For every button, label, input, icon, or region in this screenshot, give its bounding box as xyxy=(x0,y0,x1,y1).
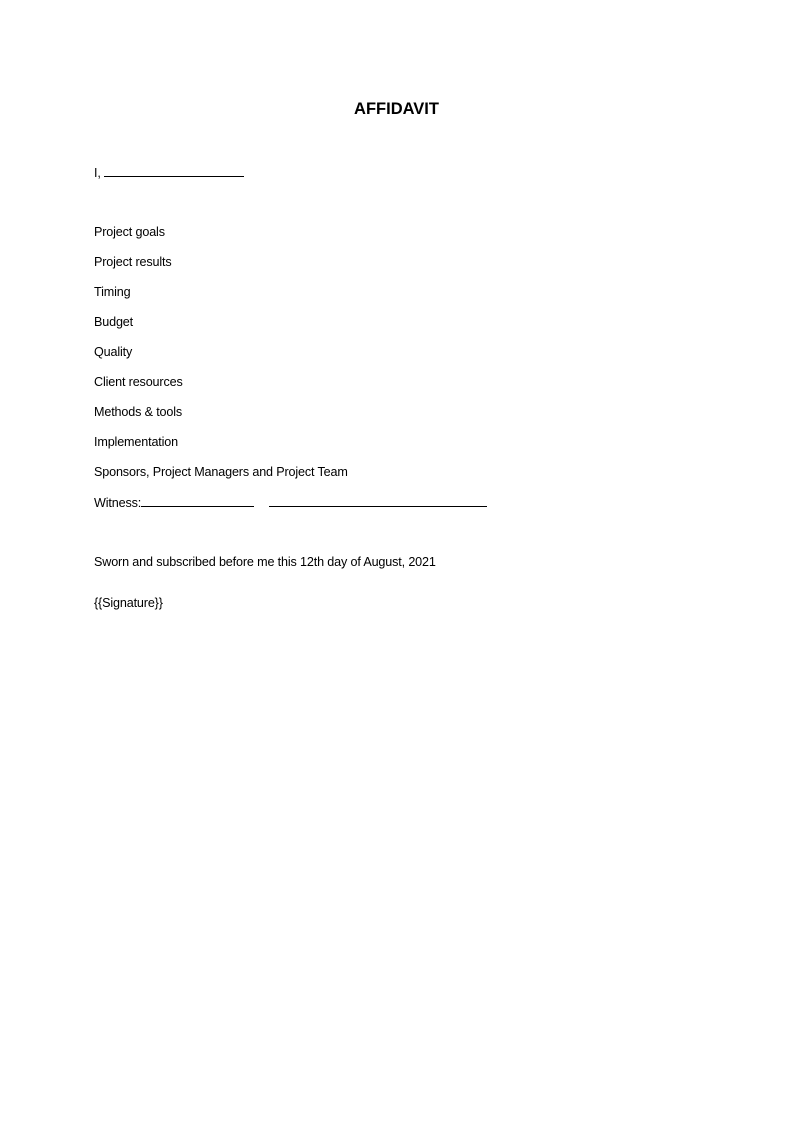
document-title: AFFIDAVIT xyxy=(354,100,439,118)
sworn-statement: Sworn and subscribed before me this 12th day of August, 2021 xyxy=(94,555,436,569)
list-item: Project goals xyxy=(94,225,165,239)
declarant-name-blank[interactable] xyxy=(104,164,244,177)
list-item: Project results xyxy=(94,255,172,269)
declarant-line xyxy=(94,164,244,181)
declarant-prefix: I, xyxy=(94,166,101,180)
witness-signature-line xyxy=(269,494,487,511)
signature-placeholder: {{Signature}} xyxy=(94,596,163,610)
witness-label: Witness: xyxy=(94,496,142,510)
list-item: Quality xyxy=(94,345,133,359)
list-item: Timing xyxy=(94,285,131,299)
witness-name-blank[interactable] xyxy=(141,494,254,507)
list-item: Methods & tools xyxy=(94,405,183,419)
list-item: Client resources xyxy=(94,375,183,389)
list-item: Sponsors, Project Managers and Project Team xyxy=(94,465,348,479)
witness-line xyxy=(94,494,254,511)
list-item: Implementation xyxy=(94,435,179,449)
witness-signature-blank[interactable] xyxy=(269,494,487,507)
list-item: Budget xyxy=(94,315,134,329)
